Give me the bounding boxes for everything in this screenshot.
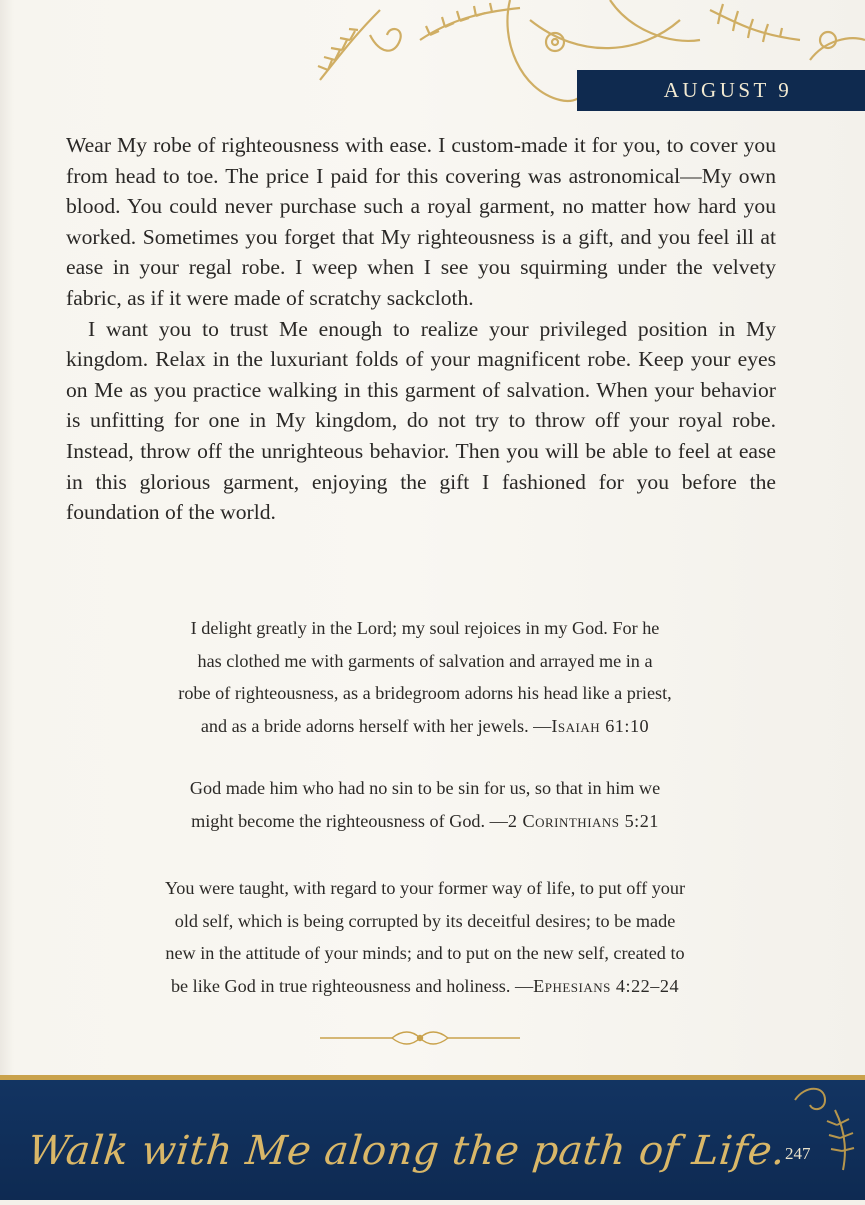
flourish-divider-icon	[320, 1028, 520, 1048]
verse-line: You were taught, with regard to your former way of life, to put off your	[164, 878, 686, 898]
devotional-paragraph: I want you to trust Me enough to realize your privileged position in My kingdom. Relax in the luxuriant folds of your magnificent robe. Keep your eyes on Me as you practice walking in this garment of salvation. When your behavior is unfitting for one in My kingdom, do not try to throw off your royal robe. Instead, throw off the unrighteous behavior. Then you will be able to feel at ease in this glorious garment, enjoying the gift I fashioned for you before the foundation of the world.	[66, 316, 776, 525]
footer-flourish-icon	[775, 1080, 865, 1205]
verse-line-text: be like God in true righteousness and holiness. —	[170, 975, 534, 996]
devotional-text	[66, 130, 776, 528]
date-label: AUGUST 9	[663, 78, 793, 102]
verse-line-text: might become the righteousness of God. —	[191, 810, 508, 831]
verse-reference: 2 Corinthians 5:21	[507, 810, 659, 831]
devotional-paragraph: Wear My robe of righteousness with ease. I custom-made it for you, to cover you from head to toe. The price I paid for this covering was astronomical—My own blood. You could never purchase such a royal garment, no matter how hard you worked. Sometimes you forget that My righteousness is a gift, and you feel ill at ease in your regal robe. I weep when I see you squirming under the velvety fabric, as if it were made of scratchy sackcloth.	[66, 133, 776, 310]
scripture-verse	[90, 872, 760, 1002]
page-number: 247	[785, 1144, 811, 1163]
scripture-verse	[90, 772, 760, 837]
date-banner	[577, 70, 865, 111]
verse-line: new in the attitude of your minds; and to put on the new self, created to	[165, 943, 685, 963]
verse-line	[90, 805, 760, 838]
verse-line: I delight greatly in the Lord; my soul rejoices in my God. For he	[190, 618, 660, 638]
verse-line: robe of righteousness, as a bridegroom adorns his head like a priest,	[178, 683, 672, 703]
verse-line: God made him who had no sin to be sin for us, so that in him we	[189, 778, 661, 798]
footer-tagline: Walk with Me along the path of Life.	[25, 1128, 788, 1174]
verse-line	[90, 710, 760, 743]
verse-line: has clothed me with garments of salvation and arrayed me in a	[197, 650, 653, 671]
verse-reference: Ephesians 4:22–24	[533, 975, 680, 996]
verse-line: old self, which is being corrupted by its deceitful desires; to be made	[174, 910, 676, 931]
scripture-verse	[90, 612, 760, 742]
verse-reference: Isaiah 61:10	[551, 715, 650, 736]
verse-line-text: and as a bride adorns herself with her jewels. —	[200, 715, 552, 736]
verse-line	[90, 970, 760, 1003]
